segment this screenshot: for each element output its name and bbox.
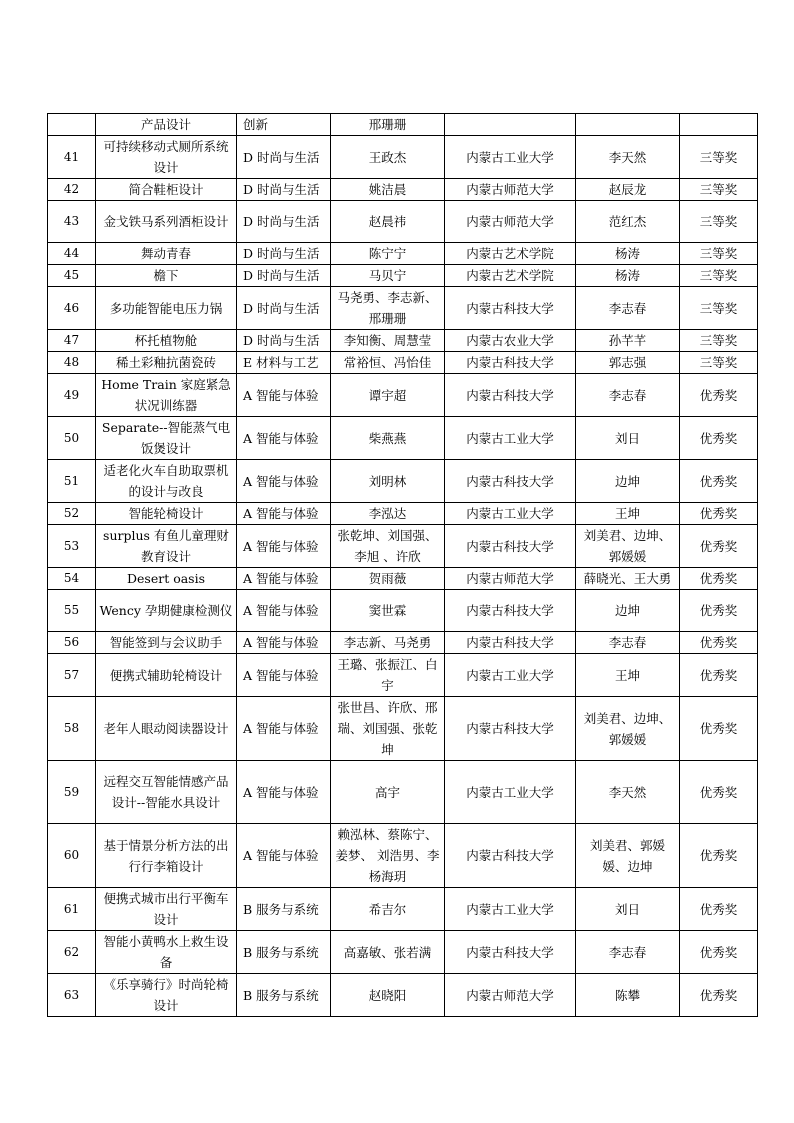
- award-cell: 优秀奖: [680, 374, 758, 417]
- school-cell: 内蒙古科技大学: [445, 590, 576, 632]
- participants-cell: 张乾坤、刘国强、李旭 、许欣: [331, 525, 445, 568]
- row-number-cell: 60: [48, 824, 96, 888]
- row-number-cell: 61: [48, 888, 96, 931]
- advisor-cell: 边坤: [576, 460, 680, 503]
- row-number-cell: 57: [48, 654, 96, 697]
- table-row: [48, 330, 758, 352]
- table-row: [48, 654, 758, 697]
- award-cell: 优秀奖: [680, 888, 758, 931]
- award-cell: 三等奖: [680, 352, 758, 374]
- participants-cell: 马尧勇、李志新、邢珊珊: [331, 287, 445, 330]
- product-title-cell: 智能签到与会议助手: [96, 632, 237, 654]
- participants-cell: 李泓达: [331, 503, 445, 525]
- school-cell: 内蒙古科技大学: [445, 931, 576, 974]
- category-cell: A 智能与体验: [237, 417, 331, 460]
- product-title-cell: 《乐享骑行》时尚轮椅设计: [96, 974, 237, 1017]
- row-number-cell: 41: [48, 136, 96, 179]
- school-cell: 内蒙古工业大学: [445, 503, 576, 525]
- advisor-cell: 边坤: [576, 590, 680, 632]
- school-cell: 内蒙古工业大学: [445, 417, 576, 460]
- table-header-row: [48, 114, 758, 136]
- product-title-cell: 杯托植物舱: [96, 330, 237, 352]
- category-cell: E 材料与工艺: [237, 352, 331, 374]
- advisor-cell: 陈攀: [576, 974, 680, 1017]
- advisor-cell: 李志春: [576, 287, 680, 330]
- header-cell: [680, 114, 758, 136]
- row-number-cell: 58: [48, 697, 96, 761]
- advisor-cell: 郭志强: [576, 352, 680, 374]
- table-row: [48, 888, 758, 931]
- header-cell: 创新: [237, 114, 331, 136]
- row-number-cell: 52: [48, 503, 96, 525]
- advisor-cell: 杨涛: [576, 243, 680, 265]
- participants-cell: 赵晨祎: [331, 201, 445, 243]
- participants-cell: 王政杰: [331, 136, 445, 179]
- award-cell: 优秀奖: [680, 654, 758, 697]
- table-row: [48, 136, 758, 179]
- row-number-cell: 59: [48, 761, 96, 824]
- award-cell: 三等奖: [680, 330, 758, 352]
- product-title-cell: 远程交互智能情感产品设计--智能水具设计: [96, 761, 237, 824]
- row-number-cell: 44: [48, 243, 96, 265]
- participants-cell: 希吉尔: [331, 888, 445, 931]
- product-title-cell: 老年人眼动阅读器设计: [96, 697, 237, 761]
- row-number-cell: 48: [48, 352, 96, 374]
- school-cell: 内蒙古科技大学: [445, 374, 576, 417]
- table-row: [48, 697, 758, 761]
- award-cell: 优秀奖: [680, 824, 758, 888]
- school-cell: 内蒙古农业大学: [445, 330, 576, 352]
- table-row: [48, 243, 758, 265]
- table-row: [48, 761, 758, 824]
- category-cell: A 智能与体验: [237, 654, 331, 697]
- table-row: [48, 824, 758, 888]
- participants-cell: 李志新、马尧勇: [331, 632, 445, 654]
- product-title-cell: 智能小黄鸭水上救生设备: [96, 931, 237, 974]
- row-number-cell: 62: [48, 931, 96, 974]
- school-cell: 内蒙古科技大学: [445, 824, 576, 888]
- category-cell: A 智能与体验: [237, 568, 331, 590]
- row-number-cell: 46: [48, 287, 96, 330]
- participants-cell: 柴燕燕: [331, 417, 445, 460]
- product-title-cell: 简合鞋柜设计: [96, 179, 237, 201]
- school-cell: 内蒙古科技大学: [445, 287, 576, 330]
- row-number-cell: 43: [48, 201, 96, 243]
- school-cell: 内蒙古师范大学: [445, 201, 576, 243]
- table-row: [48, 460, 758, 503]
- school-cell: 内蒙古艺术学院: [445, 243, 576, 265]
- school-cell: 内蒙古师范大学: [445, 568, 576, 590]
- advisor-cell: 薛晓光、王大勇: [576, 568, 680, 590]
- advisor-cell: 孙芊芊: [576, 330, 680, 352]
- school-cell: 内蒙古科技大学: [445, 525, 576, 568]
- participants-cell: 高宇: [331, 761, 445, 824]
- product-title-cell: 舞动青春: [96, 243, 237, 265]
- row-number-cell: 45: [48, 265, 96, 287]
- header-cell: 产品设计: [96, 114, 237, 136]
- table-row: [48, 590, 758, 632]
- product-title-cell: Desert oasis: [96, 568, 237, 590]
- award-cell: 优秀奖: [680, 632, 758, 654]
- category-cell: A 智能与体验: [237, 525, 331, 568]
- row-number-cell: 47: [48, 330, 96, 352]
- award-cell: 优秀奖: [680, 460, 758, 503]
- product-title-cell: 檐下: [96, 265, 237, 287]
- row-number-cell: 50: [48, 417, 96, 460]
- school-cell: 内蒙古工业大学: [445, 136, 576, 179]
- advisor-cell: 李志春: [576, 632, 680, 654]
- participants-cell: 高嘉敏、张若满: [331, 931, 445, 974]
- category-cell: D 时尚与生活: [237, 136, 331, 179]
- product-title-cell: surplus 有鱼儿童理财教育设计: [96, 525, 237, 568]
- participants-cell: 马贝宁: [331, 265, 445, 287]
- school-cell: 内蒙古科技大学: [445, 697, 576, 761]
- school-cell: 内蒙古科技大学: [445, 460, 576, 503]
- award-cell: 三等奖: [680, 136, 758, 179]
- participants-cell: 刘明林: [331, 460, 445, 503]
- award-cell: 三等奖: [680, 265, 758, 287]
- category-cell: A 智能与体验: [237, 460, 331, 503]
- product-title-cell: 便携式城市出行平衡车设计: [96, 888, 237, 931]
- product-title-cell: Home Train 家庭紧急状况训练器: [96, 374, 237, 417]
- advisor-cell: 李志春: [576, 931, 680, 974]
- participants-cell: 姚洁晨: [331, 179, 445, 201]
- table-row: [48, 632, 758, 654]
- award-cell: 优秀奖: [680, 568, 758, 590]
- award-cell: 优秀奖: [680, 503, 758, 525]
- table-row: [48, 265, 758, 287]
- award-cell: 三等奖: [680, 243, 758, 265]
- advisor-cell: 李天然: [576, 136, 680, 179]
- category-cell: A 智能与体验: [237, 697, 331, 761]
- table-row: [48, 525, 758, 568]
- award-cell: 优秀奖: [680, 697, 758, 761]
- award-cell: 优秀奖: [680, 525, 758, 568]
- advisor-cell: 刘美君、郭媛媛、边坤: [576, 824, 680, 888]
- participants-cell: 李知衡、周慧莹: [331, 330, 445, 352]
- participants-cell: 谭宇超: [331, 374, 445, 417]
- advisor-cell: 范红杰: [576, 201, 680, 243]
- advisor-cell: 王坤: [576, 654, 680, 697]
- award-cell: 优秀奖: [680, 974, 758, 1017]
- school-cell: 内蒙古艺术学院: [445, 265, 576, 287]
- award-cell: 三等奖: [680, 201, 758, 243]
- row-number-cell: 42: [48, 179, 96, 201]
- category-cell: B 服务与系统: [237, 888, 331, 931]
- participants-cell: 贺雨薇: [331, 568, 445, 590]
- school-cell: 内蒙古师范大学: [445, 974, 576, 1017]
- category-cell: B 服务与系统: [237, 974, 331, 1017]
- advisor-cell: 赵辰龙: [576, 179, 680, 201]
- award-cell: 三等奖: [680, 179, 758, 201]
- category-cell: A 智能与体验: [237, 503, 331, 525]
- header-cell: 邢珊珊: [331, 114, 445, 136]
- award-cell: 优秀奖: [680, 417, 758, 460]
- advisor-cell: 李天然: [576, 761, 680, 824]
- participants-cell: 王璐、张振江、白宇: [331, 654, 445, 697]
- participants-cell: 赵晓阳: [331, 974, 445, 1017]
- category-cell: D 时尚与生活: [237, 179, 331, 201]
- advisor-cell: 刘美君、边坤、郭媛媛: [576, 697, 680, 761]
- category-cell: A 智能与体验: [237, 374, 331, 417]
- category-cell: D 时尚与生活: [237, 265, 331, 287]
- participants-cell: 赖泓林、蔡陈宁、姜梦、 刘浩男、李杨海玥: [331, 824, 445, 888]
- table-row: [48, 931, 758, 974]
- row-number-cell: 63: [48, 974, 96, 1017]
- table-row: [48, 287, 758, 330]
- school-cell: 内蒙古师范大学: [445, 179, 576, 201]
- product-title-cell: 金戈铁马系列酒柜设计: [96, 201, 237, 243]
- school-cell: 内蒙古科技大学: [445, 632, 576, 654]
- participants-cell: 窦世霖: [331, 590, 445, 632]
- school-cell: 内蒙古工业大学: [445, 888, 576, 931]
- row-number-cell: 56: [48, 632, 96, 654]
- header-cell: [48, 114, 96, 136]
- product-title-cell: 基于情景分析方法的出行行李箱设计: [96, 824, 237, 888]
- award-cell: 优秀奖: [680, 931, 758, 974]
- row-number-cell: 49: [48, 374, 96, 417]
- advisor-cell: 刘日: [576, 417, 680, 460]
- table-row: [48, 374, 758, 417]
- header-cell: [445, 114, 576, 136]
- row-number-cell: 54: [48, 568, 96, 590]
- category-cell: A 智能与体验: [237, 632, 331, 654]
- school-cell: 内蒙古工业大学: [445, 654, 576, 697]
- school-cell: 内蒙古工业大学: [445, 761, 576, 824]
- category-cell: A 智能与体验: [237, 761, 331, 824]
- row-number-cell: 51: [48, 460, 96, 503]
- participants-cell: 张世昌、许欣、邢瑞、刘国强、张乾坤: [331, 697, 445, 761]
- school-cell: 内蒙古科技大学: [445, 352, 576, 374]
- advisor-cell: 杨涛: [576, 265, 680, 287]
- product-title-cell: 可持续移动式厕所系统设计: [96, 136, 237, 179]
- advisor-cell: 王坤: [576, 503, 680, 525]
- product-title-cell: 稀土彩釉抗菌瓷砖: [96, 352, 237, 374]
- table-row: [48, 179, 758, 201]
- table-row: [48, 503, 758, 525]
- category-cell: A 智能与体验: [237, 590, 331, 632]
- table-row: [48, 974, 758, 1017]
- row-number-cell: 55: [48, 590, 96, 632]
- category-cell: D 时尚与生活: [237, 201, 331, 243]
- award-cell: 三等奖: [680, 287, 758, 330]
- category-cell: A 智能与体验: [237, 824, 331, 888]
- product-title-cell: Separate--智能蒸气电饭煲设计: [96, 417, 237, 460]
- awards-table: [47, 113, 758, 1017]
- category-cell: D 时尚与生活: [237, 330, 331, 352]
- header-cell: [576, 114, 680, 136]
- advisor-cell: 李志春: [576, 374, 680, 417]
- table-row: [48, 352, 758, 374]
- category-cell: D 时尚与生活: [237, 287, 331, 330]
- product-title-cell: 适老化火车自助取票机的设计与改良: [96, 460, 237, 503]
- product-title-cell: Wency 孕期健康检测仪: [96, 590, 237, 632]
- category-cell: D 时尚与生活: [237, 243, 331, 265]
- table-row: [48, 417, 758, 460]
- advisor-cell: 刘美君、边坤、郭媛媛: [576, 525, 680, 568]
- table-row: [48, 201, 758, 243]
- participants-cell: 常裕恒、冯怡佳: [331, 352, 445, 374]
- category-cell: B 服务与系统: [237, 931, 331, 974]
- product-title-cell: 多功能智能电压力锅: [96, 287, 237, 330]
- award-cell: 优秀奖: [680, 761, 758, 824]
- advisor-cell: 刘日: [576, 888, 680, 931]
- award-cell: 优秀奖: [680, 590, 758, 632]
- product-title-cell: 便携式辅助轮椅设计: [96, 654, 237, 697]
- table-row: [48, 568, 758, 590]
- product-title-cell: 智能轮椅设计: [96, 503, 237, 525]
- row-number-cell: 53: [48, 525, 96, 568]
- participants-cell: 陈宁宁: [331, 243, 445, 265]
